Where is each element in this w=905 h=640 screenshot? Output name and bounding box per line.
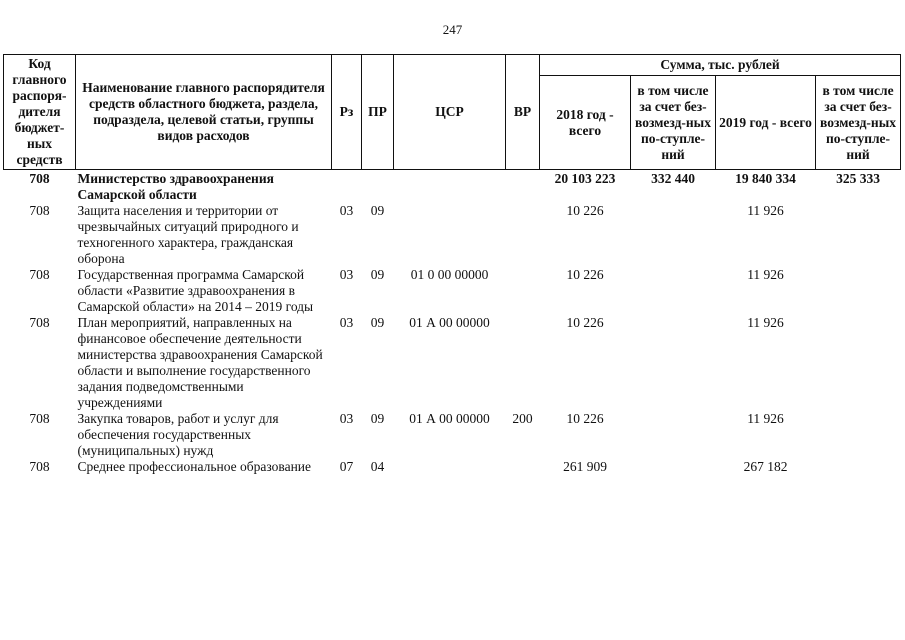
cell-2019-grants <box>816 411 901 459</box>
cell-name: Закупка товаров, работ и услуг для обеспечения государственных (муниципальных) нужд <box>77 411 279 458</box>
cell-2018-grants: 332 440 <box>651 171 695 186</box>
cell-csr: 01 0 00 00000 <box>410 267 489 282</box>
cell-vr: 200 <box>512 411 533 426</box>
cell-name: План мероприятий, направленных на финансовое обеспечение деятельности министерства здравоохранения Самарской области и выполнение государственного задания подведомственными учреждениями <box>77 315 323 410</box>
table-body <box>4 170 901 476</box>
cell-2018-total: 20 103 223 <box>554 171 616 186</box>
header-csr: ЦСР <box>394 55 506 170</box>
cell-pr: 09 <box>370 203 385 218</box>
cell-2018-grants <box>631 315 716 411</box>
cell-2019-total: 19 840 334 <box>735 171 796 186</box>
cell-2018-total: 10 226 <box>566 267 604 282</box>
header-rz: Рз <box>332 55 362 170</box>
cell-code: 708 <box>29 203 50 218</box>
table-row <box>4 170 901 204</box>
header-2019-grants: в том числе за счет без-возмезд-ных по-ступле-ний <box>816 76 901 170</box>
cell-2018-grants <box>631 459 716 475</box>
cell-csr <box>394 170 506 204</box>
cell-2018-total: 261 909 <box>563 459 607 474</box>
header-pr: ПР <box>362 55 394 170</box>
header-2018-total: 2018 год - всего <box>540 76 631 170</box>
cell-2019-grants <box>816 459 901 475</box>
header-sum-group: Сумма, тыс. рублей <box>540 55 901 76</box>
cell-2018-grants <box>631 411 716 459</box>
table-row <box>4 267 901 315</box>
cell-rz <box>332 170 362 204</box>
header-vr: ВР <box>506 55 540 170</box>
cell-pr: 09 <box>370 411 385 426</box>
table-row <box>4 203 901 267</box>
cell-2019-total: 11 926 <box>747 315 784 330</box>
cell-vr <box>506 170 540 204</box>
cell-csr: 01 А 00 00000 <box>409 411 490 426</box>
cell-pr: 04 <box>370 459 385 474</box>
cell-code: 708 <box>29 411 50 426</box>
cell-2019-grants: 325 333 <box>836 171 880 186</box>
table-header <box>4 55 901 170</box>
header-name: Наименование главного распорядителя средств областного бюджета, раздела, подраздела, целевой статьи, группы видов расходов <box>76 55 332 170</box>
cell-pr: 09 <box>370 267 385 282</box>
header-2019-total: 2019 год - всего <box>716 76 816 170</box>
cell-code: 708 <box>29 459 50 474</box>
cell-code: 708 <box>29 315 50 330</box>
cell-vr <box>506 459 540 475</box>
cell-2018-total: 10 226 <box>566 315 604 330</box>
cell-name: Среднее профессиональное образование <box>77 459 312 474</box>
cell-csr: 01 А 00 00000 <box>409 315 490 330</box>
cell-2019-grants <box>816 267 901 315</box>
cell-rz: 03 <box>339 203 354 218</box>
cell-2018-grants <box>631 267 716 315</box>
cell-rz: 07 <box>339 459 354 474</box>
cell-pr: 09 <box>370 315 385 330</box>
cell-2019-total: 267 182 <box>743 459 788 474</box>
cell-rz: 03 <box>339 411 354 426</box>
table-row <box>4 411 901 459</box>
header-2018-grants: в том числе за счет без-возмезд-ных по-ступле-ний <box>631 76 716 170</box>
cell-code: 708 <box>29 171 50 186</box>
cell-name: Защита населения и территории от чрезвычайных ситуаций природного и техногенного характера, гражданская оборона <box>77 203 299 266</box>
cell-2019-grants <box>816 315 901 411</box>
cell-2019-total: 11 926 <box>747 411 784 426</box>
header-code: Код главного распоря-дителя бюджет-ных средств <box>4 55 76 170</box>
cell-vr <box>506 203 540 267</box>
cell-2018-grants <box>631 203 716 267</box>
cell-csr <box>394 203 506 267</box>
cell-2019-total: 11 926 <box>747 267 784 282</box>
page-number: 247 <box>442 22 463 37</box>
cell-code: 708 <box>29 267 50 282</box>
cell-name: Министерство здравоохранения Самарской области <box>77 171 274 202</box>
table-row <box>4 315 901 411</box>
cell-2019-grants <box>816 203 901 267</box>
cell-2019-total: 11 926 <box>747 203 784 218</box>
cell-csr <box>394 459 506 475</box>
cell-2018-total: 10 226 <box>566 203 604 218</box>
cell-vr <box>506 267 540 315</box>
table-row <box>4 459 901 475</box>
cell-2018-total: 10 226 <box>566 411 604 426</box>
budget-table <box>3 54 901 475</box>
cell-pr <box>362 170 394 204</box>
cell-name: Государственная программа Самарской области «Развитие здравоохранения в Самарской области» на 2014 – 2019 годы <box>77 267 314 314</box>
cell-rz: 03 <box>339 267 354 282</box>
cell-rz: 03 <box>339 315 354 330</box>
cell-vr <box>506 315 540 411</box>
